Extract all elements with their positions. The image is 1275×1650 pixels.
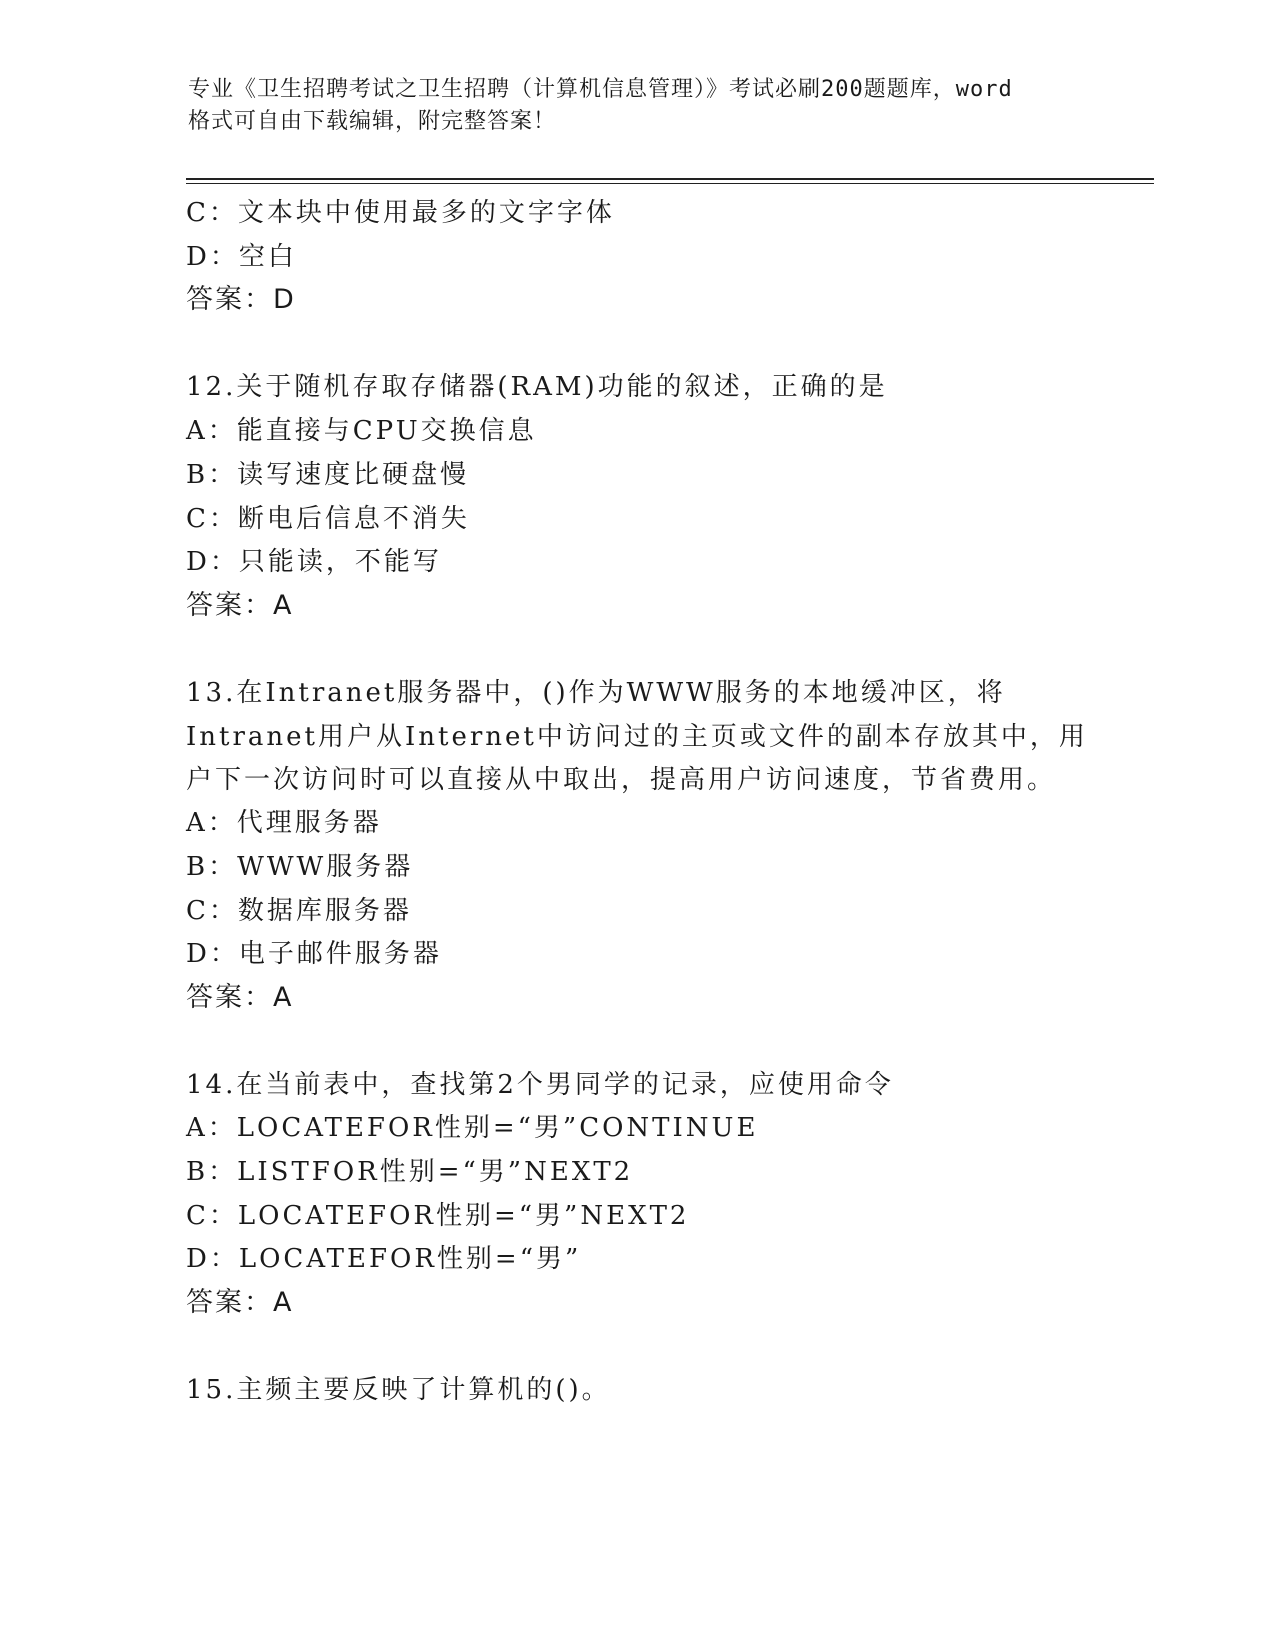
q12-answer: 答案：A — [186, 590, 294, 621]
q14-option-d: D：LOCATEFOR性别=“男” — [186, 1244, 582, 1274]
q13-option-c: C：数据库服务器 — [186, 896, 412, 926]
q12-option-d: D：只能读，不能写 — [186, 547, 442, 577]
q13-option-d: D：电子邮件服务器 — [186, 939, 442, 969]
q14-option-c: C：LOCATEFOR性别=“男”NEXT2 — [186, 1201, 690, 1231]
q12-option-c: C：断电后信息不消失 — [186, 504, 470, 534]
header-line-1: 专业《卫生招聘考试之卫生招聘（计算机信息管理）》考试必刷200题题库，word — [188, 77, 1013, 102]
q13-question-line-1: 13.在Intranet服务器中，()作为WWW服务的本地缓冲区，将 — [186, 678, 1006, 708]
q12-question: 12.关于随机存取存储器(RAM)功能的叙述，正确的是 — [186, 372, 888, 402]
q15-question: 15.主频主要反映了计算机的()。 — [186, 1375, 611, 1405]
q14-answer: 答案：A — [186, 1287, 294, 1318]
header-divider-bottom — [186, 183, 1154, 184]
header-divider-top — [186, 178, 1154, 180]
header-line-2: 格式可自由下载编辑，附完整答案！ — [188, 109, 557, 134]
q13-answer: 答案：A — [186, 982, 294, 1013]
q14-option-a: A：LOCATEFOR性别=“男”CONTINUE — [186, 1113, 759, 1143]
q13-option-b: B：WWW服务器 — [186, 852, 414, 882]
q14-question: 14.在当前表中，查找第2个男同学的记录，应使用命令 — [186, 1070, 894, 1100]
q11-option-c: C：文本块中使用最多的文字字体 — [186, 198, 615, 228]
q11-option-d: D：空白 — [186, 242, 297, 272]
q11-answer: 答案：D — [186, 284, 296, 315]
q13-question-line-2: Intranet用户从Internet中访问过的主页或文件的副本存放其中，用 — [186, 722, 1088, 752]
q13-option-a: A：代理服务器 — [186, 808, 382, 838]
document-header — [188, 74, 1088, 138]
q13-question-line-3: 户下一次访问时可以直接从中取出，提高用户访问速度，节省费用。 — [186, 765, 1057, 795]
q12-option-a: A：能直接与CPU交换信息 — [186, 416, 537, 446]
q14-option-b: B：LISTFOR性别=“男”NEXT2 — [186, 1157, 634, 1187]
q12-option-b: B：读写速度比硬盘慢 — [186, 460, 470, 490]
